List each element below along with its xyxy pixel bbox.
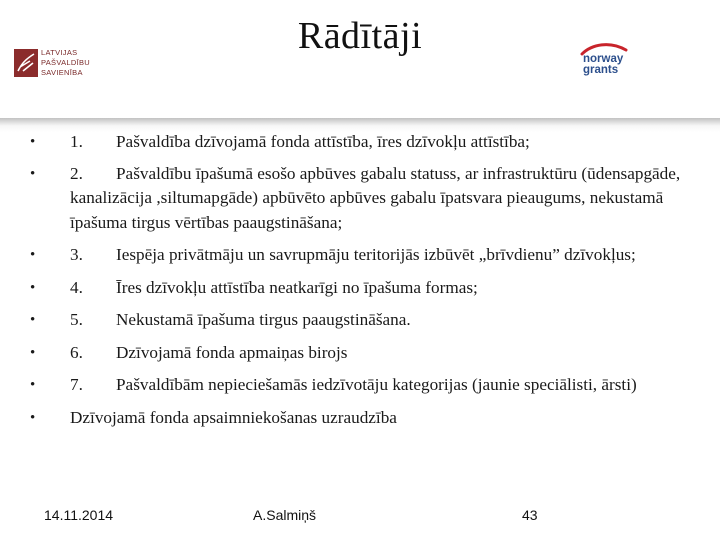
item-number: 1. [70,132,83,151]
lps-logo-icon [14,49,38,77]
item-number: 7. [70,375,83,394]
item-text: Pašvaldība dzīvojamā fonda attīstība, īres dzīvokļu attīstība; [116,132,530,151]
list-item [30,341,690,366]
logo-word-norway: norway [583,53,624,65]
list-item [30,373,690,398]
item-text: Nekustamā īpašuma tirgus paaugstināšana. [116,310,411,329]
footer-author: A.Salmiņš [253,507,317,523]
bullet-dot: • [30,312,36,328]
item-number: 2. [70,163,83,183]
item-number: 3. [70,245,83,264]
bullet-dot: • [30,279,36,296]
norway-grants-logo [580,42,640,82]
item-text: Īres dzīvokļu attīstība neatkarīgi no īpašuma formas; [116,277,478,297]
bullet-dot: • [30,247,36,263]
item-text: Pašvaldību īpašumā esošo apbūves gabalu statuss, ar infrastruktūru (ūdensapgāde, kanalizācija ,siltumapgāde) apbūvēto apbūves gabalu īpatsvara pieaugums, nekustamā īpašuma tirgus vērtības paaugstināšana; [70,163,681,232]
item-text: Pašvaldībām nepieciešamās iedzīvotāju kategorijas (jaunie speciālisti, ārsti) [116,375,637,394]
item-number: 6. [70,342,83,362]
list-item [30,308,690,333]
bullet-dot: • [30,377,36,393]
footer-page-number: 43 [522,507,538,523]
bullet-dot: • [30,165,36,182]
slide-title: Rādītāji [297,15,423,57]
list-item [30,276,690,301]
item-number: 5. [70,310,83,329]
item-text: Dzīvojamā fonda apmaiņas birojs [116,342,348,362]
lps-logo-text: LATVIJAS PAŠVALDĪBU SAVIENĪBA [41,48,90,77]
bullet-list [30,130,690,438]
item-number: 4. [70,277,83,297]
lps-logo [14,48,124,80]
item-text: Iespēja privātmāju un savrupmāju teritorijās izbūvēt „brīvdienu” dzīvokļus; [116,245,636,264]
bullet-dot: • [30,134,36,150]
list-item [30,162,690,236]
item-text: Dzīvojamā fonda apsaimniekošanas uzraudzība [70,407,397,427]
list-item [30,243,690,268]
footer-date: 14.11.2014 [44,507,114,523]
bullet-dot: • [30,409,36,426]
logo-word-grants: grants [583,64,619,76]
bullet-dot: • [30,344,36,361]
list-item [30,130,690,155]
list-item [30,406,690,431]
